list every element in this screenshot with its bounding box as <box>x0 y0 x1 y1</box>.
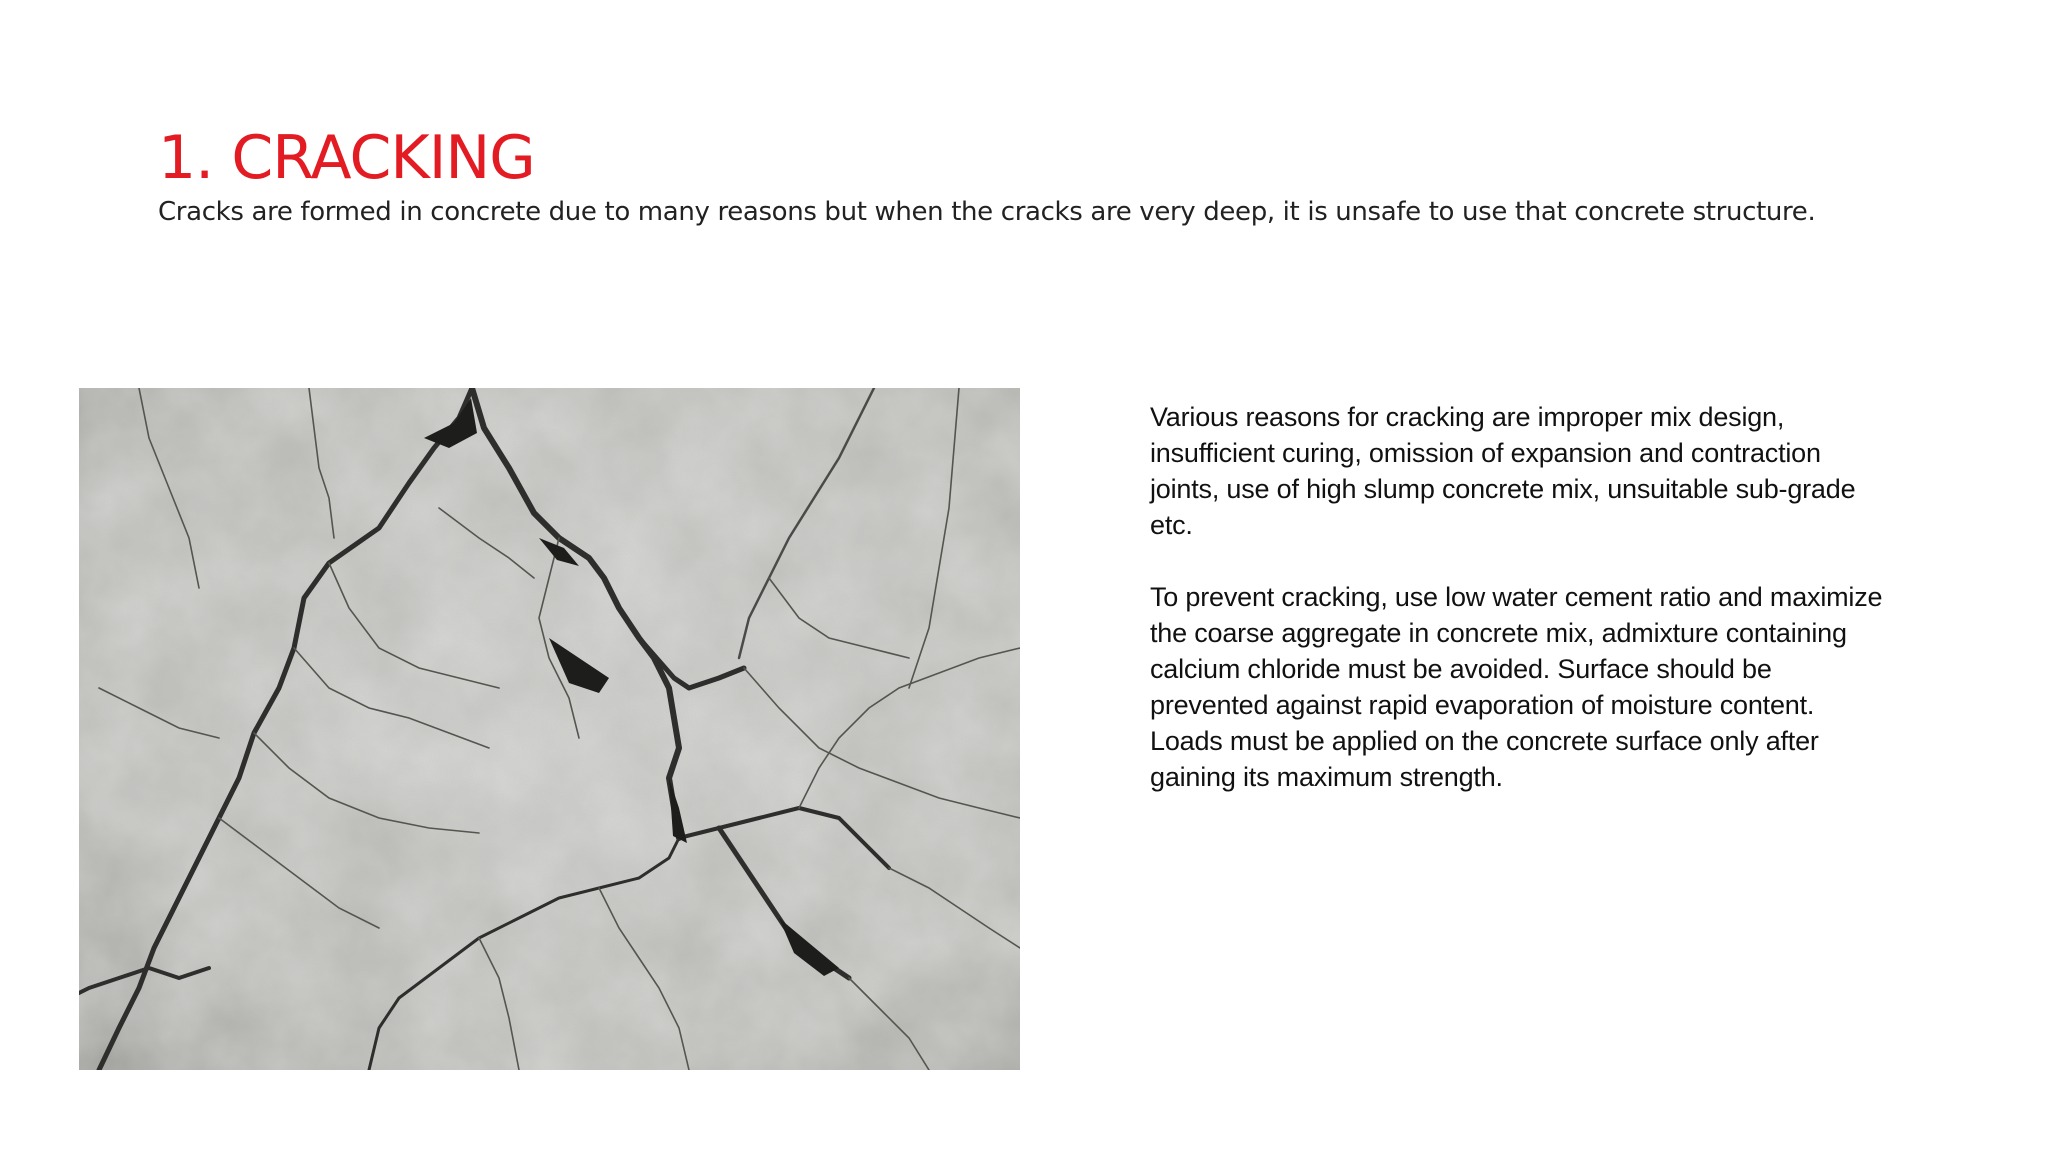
paragraph-prevention: To prevent cracking, use low water cement ratio and maximize the coarse aggregate in concrete mix, admixture containing calcium chloride must be avoided. Surface should be prevented against rapid evaporation of moisture content. Loads must be applied on the concrete surface only after gaining its maximum strength. <box>1150 582 1883 792</box>
slide-subtitle: Cracks are formed in concrete due to many reasons but when the cracks are very deep, it is unsafe to use that concrete structure. <box>158 197 1816 227</box>
slide-title: 1. CRACKING <box>158 123 535 193</box>
body-text <box>1150 399 1890 831</box>
paragraph-causes: Various reasons for cracking are improper mix design, insufficient curing, omission of expansion and contraction joints, use of high slump concrete mix, unsuitable sub-grade etc. <box>1150 402 1856 540</box>
cracked-concrete-photo <box>79 388 1020 1070</box>
